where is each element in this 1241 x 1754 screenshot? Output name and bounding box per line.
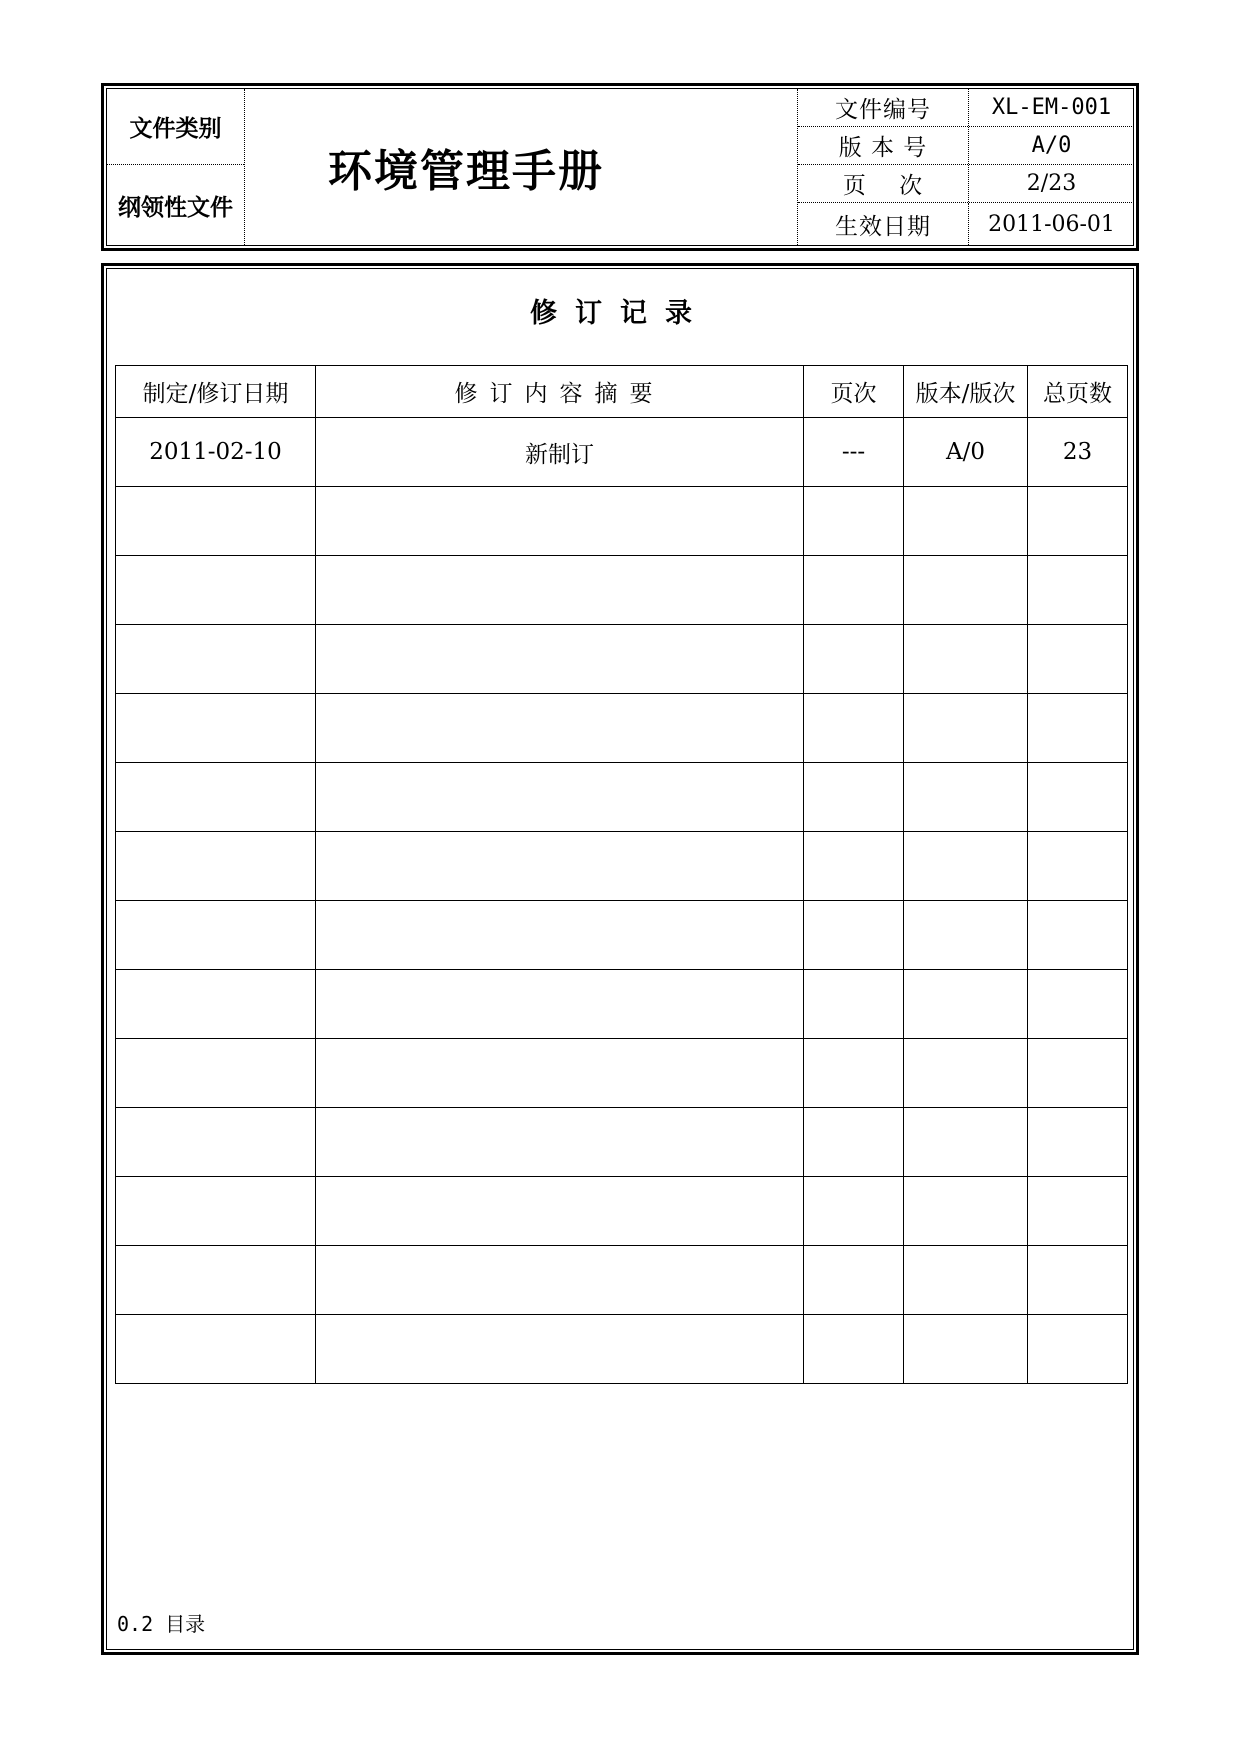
cell-version bbox=[904, 625, 1028, 694]
cell-date bbox=[116, 1108, 316, 1177]
category-column bbox=[107, 89, 245, 245]
cell-page bbox=[804, 556, 904, 625]
table-row bbox=[116, 1246, 1128, 1315]
table-row bbox=[116, 625, 1128, 694]
cell-version bbox=[904, 1246, 1028, 1315]
cell-page bbox=[804, 763, 904, 832]
cell-summary bbox=[316, 832, 804, 901]
cell-total-pages bbox=[1028, 1039, 1128, 1108]
cell-page bbox=[804, 970, 904, 1039]
cell-summary bbox=[316, 1246, 804, 1315]
table-row bbox=[116, 694, 1128, 763]
footer-note: 0.2 目录 bbox=[117, 1612, 206, 1636]
revision-table-body bbox=[116, 418, 1128, 1384]
table-row bbox=[116, 556, 1128, 625]
cell-page bbox=[804, 1039, 904, 1108]
cell-version bbox=[904, 1108, 1028, 1177]
cell-version bbox=[904, 694, 1028, 763]
cell-total-pages bbox=[1028, 1315, 1128, 1384]
cell-total-pages bbox=[1028, 1177, 1128, 1246]
cell-version: A/0 bbox=[904, 418, 1028, 487]
cell-date bbox=[116, 763, 316, 832]
table-row bbox=[116, 1039, 1128, 1108]
cell-summary bbox=[316, 901, 804, 970]
cell-page bbox=[804, 1177, 904, 1246]
info-value: 2011-06-01 bbox=[988, 211, 1115, 237]
cell-version bbox=[904, 556, 1028, 625]
header-date: 制定/修订日期 bbox=[116, 366, 316, 418]
table-row bbox=[116, 1108, 1128, 1177]
table-row bbox=[116, 901, 1128, 970]
cell-total-pages bbox=[1028, 901, 1128, 970]
table-row bbox=[116, 832, 1128, 901]
header-version: 版本/版次 bbox=[904, 366, 1028, 418]
cell-summary bbox=[316, 1315, 804, 1384]
cell-total-pages bbox=[1028, 487, 1128, 556]
category-label: 文件类别 bbox=[107, 89, 244, 165]
cell-total-pages bbox=[1028, 832, 1128, 901]
cell-total-pages bbox=[1028, 556, 1128, 625]
revision-record-frame bbox=[106, 268, 1134, 1650]
info-label: 页 次 bbox=[798, 165, 969, 202]
cell-summary bbox=[316, 625, 804, 694]
cell-total-pages bbox=[1028, 1108, 1128, 1177]
table-row bbox=[116, 763, 1128, 832]
cell-page bbox=[804, 1246, 904, 1315]
cell-date bbox=[116, 556, 316, 625]
cell-page bbox=[804, 1315, 904, 1384]
cell-version bbox=[904, 487, 1028, 556]
cell-version bbox=[904, 901, 1028, 970]
revision-table bbox=[115, 365, 1128, 1384]
cell-date bbox=[116, 832, 316, 901]
cell-summary bbox=[316, 1039, 804, 1108]
cell-summary bbox=[316, 694, 804, 763]
info-row-version bbox=[798, 127, 1134, 165]
document-header bbox=[106, 88, 1134, 246]
cell-date bbox=[116, 625, 316, 694]
info-row-doc-number bbox=[798, 89, 1134, 127]
cell-page bbox=[804, 1108, 904, 1177]
cell-total-pages bbox=[1028, 625, 1128, 694]
category-value: 纲领性文件 bbox=[118, 194, 233, 221]
cell-version bbox=[904, 763, 1028, 832]
info-label: 生效日期 bbox=[798, 203, 969, 245]
cell-version bbox=[904, 970, 1028, 1039]
cell-total-pages: 23 bbox=[1028, 418, 1128, 487]
cell-summary bbox=[316, 970, 804, 1039]
cell-version bbox=[904, 1039, 1028, 1108]
cell-date bbox=[116, 970, 316, 1039]
info-row-effective-date bbox=[798, 203, 1134, 245]
cell-total-pages bbox=[1028, 763, 1128, 832]
cell-date bbox=[116, 1246, 316, 1315]
cell-summary bbox=[316, 763, 804, 832]
cell-total-pages bbox=[1028, 970, 1128, 1039]
section-title: 修订记录 bbox=[530, 298, 710, 329]
cell-total-pages bbox=[1028, 1246, 1128, 1315]
header-page: 页次 bbox=[804, 366, 904, 418]
cell-page: --- bbox=[804, 418, 904, 487]
cell-version bbox=[904, 1177, 1028, 1246]
cell-version bbox=[904, 1315, 1028, 1384]
cell-page bbox=[804, 487, 904, 556]
info-value: A/0 bbox=[1031, 133, 1072, 158]
document-title: 环境管理手册 bbox=[328, 146, 604, 197]
info-value: XL-EM-001 bbox=[991, 95, 1112, 120]
info-label: 文件编号 bbox=[798, 89, 969, 126]
table-row bbox=[116, 1177, 1128, 1246]
table-row bbox=[116, 1315, 1128, 1384]
table-row bbox=[116, 487, 1128, 556]
cell-date bbox=[116, 694, 316, 763]
info-value: 2/23 bbox=[1026, 171, 1077, 196]
table-row bbox=[116, 418, 1128, 487]
cell-date bbox=[116, 487, 316, 556]
cell-summary bbox=[316, 487, 804, 556]
cell-page bbox=[804, 832, 904, 901]
table-row bbox=[116, 970, 1128, 1039]
cell-date bbox=[116, 901, 316, 970]
header-total-pages: 总页数 bbox=[1028, 366, 1128, 418]
document-info bbox=[797, 89, 1134, 245]
cell-date: 2011-02-10 bbox=[116, 418, 316, 487]
cell-summary: 新制订 bbox=[316, 418, 804, 487]
cell-summary bbox=[316, 1108, 804, 1177]
cell-page bbox=[804, 625, 904, 694]
table-header-row bbox=[116, 366, 1128, 418]
cell-date bbox=[116, 1177, 316, 1246]
header-summary: 修订内容摘要 bbox=[316, 366, 804, 418]
info-row-page bbox=[798, 165, 1134, 203]
cell-summary bbox=[316, 1177, 804, 1246]
cell-page bbox=[804, 694, 904, 763]
cell-version bbox=[904, 832, 1028, 901]
cell-page bbox=[804, 901, 904, 970]
info-label: 版 本 号 bbox=[798, 127, 969, 164]
cell-total-pages bbox=[1028, 694, 1128, 763]
cell-date bbox=[116, 1315, 316, 1384]
cell-date bbox=[116, 1039, 316, 1108]
cell-summary bbox=[316, 556, 804, 625]
